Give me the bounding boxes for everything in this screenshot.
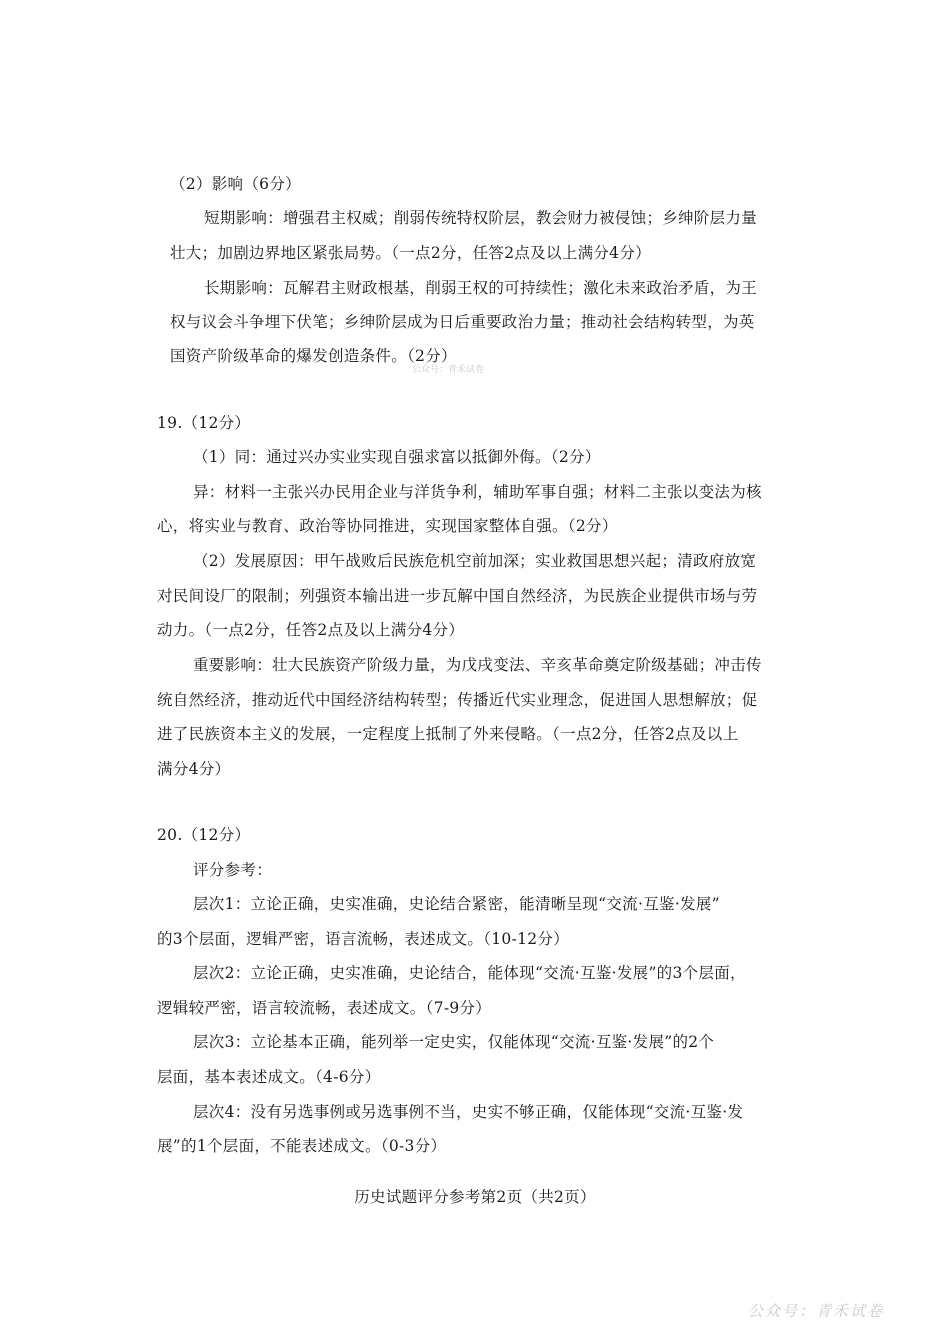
section20-heading: 20.（12分）	[157, 826, 251, 844]
section19-p2-line-2: 心，将实业与教育、政治等协同推进，实现国家整体自强。（2分）	[157, 517, 618, 535]
section19-p3-line-3: 动力。（一点2分，任答2点及以上满分4分）	[157, 621, 465, 639]
section18-heading: （2）影响（6分）	[170, 175, 301, 193]
long-term-line-2: 权与议会斗争埋下伏笔；乡绅阶层成为日后重要政治力量；推动社会结构转型，为英	[170, 313, 755, 331]
section20-intro: 评分参考：	[193, 861, 273, 879]
level1-line-2: 的3个层面，逻辑严密，语言流畅，表述成文。（10-12分）	[157, 930, 569, 948]
section19-p3-line-2: 对民间设厂的限制；列强资本输出进一步瓦解中国自然经济，为民族企业提供市场与劳	[157, 587, 758, 605]
level2-line-2: 逻辑较严密，语言较流畅，表述成文。（7-9分）	[157, 999, 492, 1017]
inline-watermark: 公众号：青禾试卷	[412, 365, 485, 375]
level4-line-2: 展”的1个层面，不能表述成文。（0-3分）	[157, 1137, 447, 1155]
level3-line-1: 层次3：立论基本正确，能列举一定史实，仅能体现“交流·互鉴·发展”的2个	[193, 1033, 715, 1051]
level4-line-1: 层次4：没有另选事例或另选事例不当，史实不够正确，仅能体现“交流·互鉴·发	[193, 1103, 744, 1121]
section19-p4-line-4: 满分4分）	[157, 760, 231, 778]
level3-line-2: 层面，基本表述成文。（4-6分）	[157, 1068, 381, 1086]
level1-line-1: 层次1：立论正确，史实准确，史论结合紧密，能清晰呈现“交流·互鉴·发展”	[193, 895, 720, 913]
short-term-line-1: 短期影响：增强君主权威；削弱传统特权阶层，教会财力被侵蚀；乡绅阶层力量	[204, 209, 758, 227]
corner-watermark: 公众号：青禾试卷	[747, 1302, 884, 1320]
long-term-line-1: 长期影响：瓦解君主财政根基，削弱王权的可持续性；激化未来政治矛盾，为王	[204, 279, 758, 297]
section19-p4-line-3: 进了民族资本主义的发展，一定程度上抵制了外来侵略。（一点2分，任答2点及以上	[157, 725, 739, 743]
level2-line-1: 层次2：立论正确，史实准确，史论结合，能体现“交流·互鉴·发展”的3个层面，	[193, 964, 746, 982]
section19-p3-line-1: （2）发展原因：甲午战败后民族危机空前加深；实业救国思想兴起；清政府放宽	[193, 552, 757, 570]
long-term-line-3: 国资产阶级革命的爆发创造条件。（2分）	[170, 347, 457, 365]
section19-heading: 19.（12分）	[157, 414, 251, 432]
short-term-line-2: 壮大；加剧边界地区紧张局势。（一点2分，任答2点及以上满分4分）	[170, 244, 651, 262]
section19-p4-line-2: 统自然经济，推动近代中国经济结构转型；传播近代实业理念，促进国人思想解放；促	[157, 691, 758, 709]
page-footer: 历史试题评分参考第2页（共2页）	[354, 1188, 596, 1206]
section19-p1: （1）同：通过兴办实业实现自强求富以抵御外侮。（2分）	[193, 448, 601, 466]
section19-p2-line-1: 异：材料一主张兴办民用企业与洋货争利，辅助军事自强；材料二主张以变法为核	[193, 483, 762, 501]
section19-p4-line-1: 重要影响：壮大民族资产阶级力量，为戊戌变法、辛亥革命奠定阶级基础；冲击传	[193, 656, 762, 674]
